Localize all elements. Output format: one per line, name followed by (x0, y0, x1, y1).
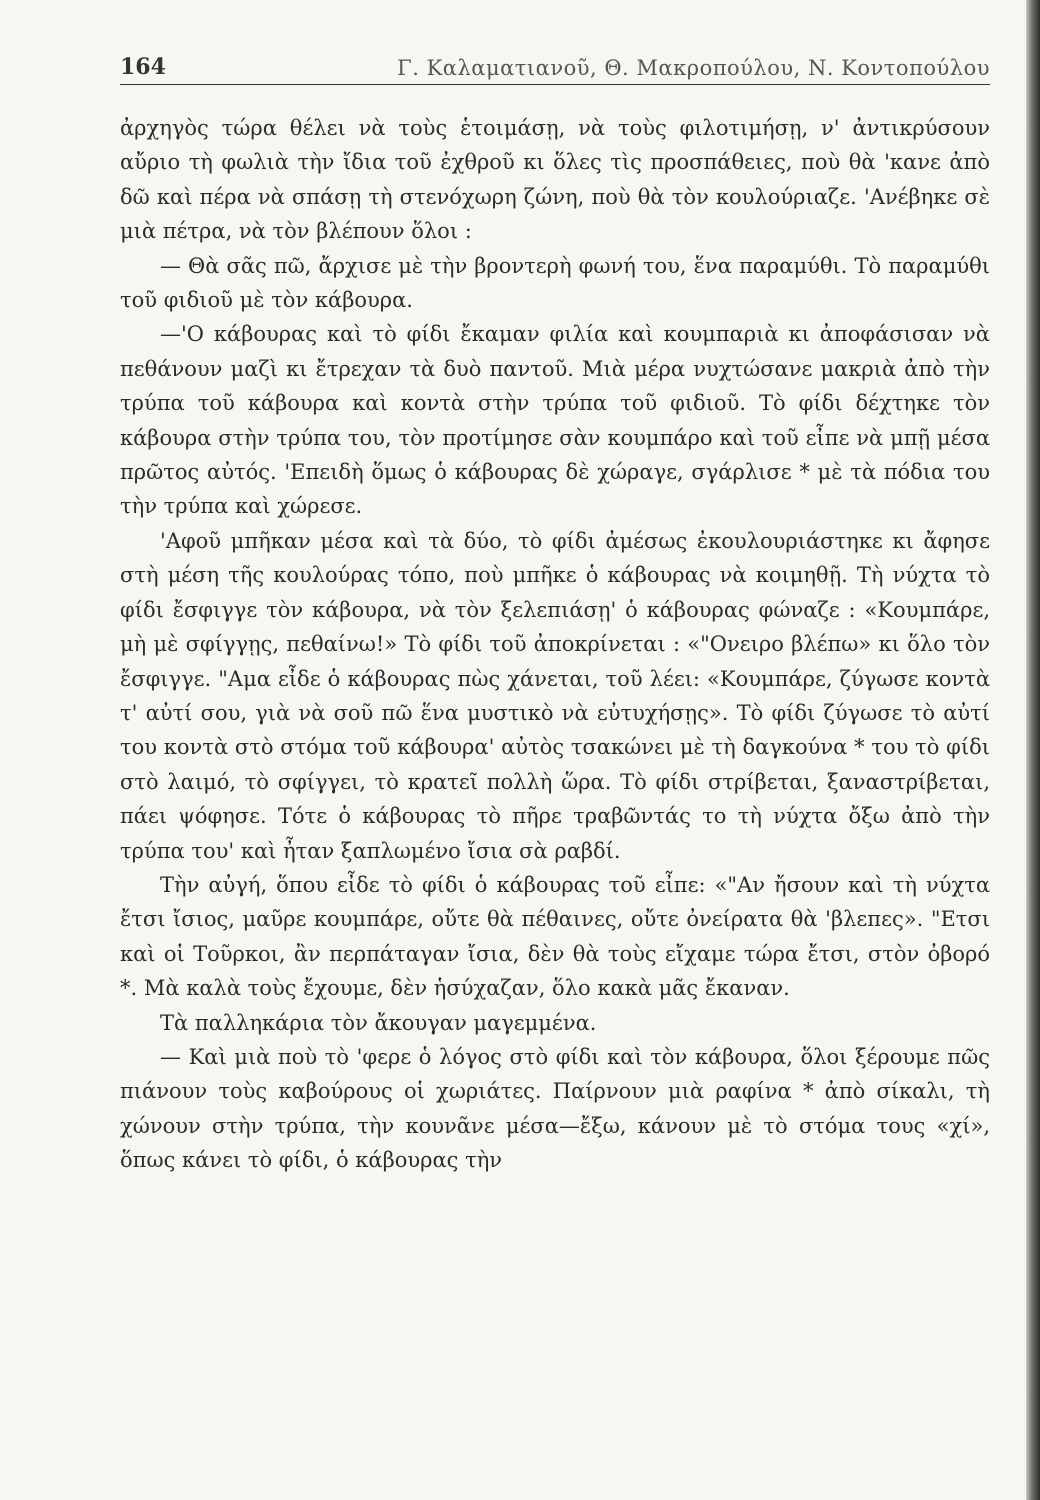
page-number: 164 (120, 54, 166, 80)
body-text (120, 111, 990, 1178)
scan-shadow-edge (1026, 0, 1040, 1500)
paragraph-3: —'Ο κάβουρας καὶ τὸ φίδι ἔκαμαν φιλία καὶ κουμπαριὰ κι ἀποφάσισαν νὰ πεθάνουν μαζὶ κι ἔτρεχαν τὰ δυὸ παντοῦ. Μιὰ μέρα νυχτώσανε μακριὰ ἀπὸ τὴν τρύπα τοῦ κάβουρα καὶ κοντὰ στὴν τρύπα τοῦ φιδιοῦ. Τὸ φίδι δέχτηκε τὸν κάβουρα στὴν τρύπα του, τὸν προτίμησε σὰν κουμπάρο καὶ τοῦ εἶπε νὰ μπῇ μέσα πρῶτος αὐτός. 'Επειδὴ ὅμως ὁ κάβουρας δὲ χώραγε, σγάρλισε * μὲ τὰ πόδια του τὴν τρύπα καὶ χώρεσε. (120, 322, 990, 519)
paragraph-4: 'Αφοῦ μπῆκαν μέσα καὶ τὰ δύο, τὸ φίδι ἀμέσως ἐκουλουριάστηκε κι ἄφησε στὴ μέση τῆς κουλούρας τόπο, ποὺ μπῆκε ὁ κάβουρας νὰ κοιμηθῇ. Τὴ νύχτα τὸ φίδι ἔσφιγγε τὸν κάβουρα, νὰ τὸν ξελεπιάσῃ' ὁ κάβουρας φώναζε : «Κουμπάρε, μὴ μὲ σφίγγῃς, πεθαίνω!» Τὸ φίδι τοῦ ἀποκρίνεται : «"Ονειρο βλέπω» κι ὅλο τὸν ἔσφιγγε. "Αμα εἶδε ὁ κάβουρας πὼς χάνεται, τοῦ λέει: «Κουμπάρε, ζύγωσε κοντὰ τ' αὐτί σου, γιὰ νὰ σοῦ πῶ ἕνα μυστικὸ νὰ εὐτυχήσῃς». Τὸ φίδι ζύγωσε τὸ αὐτί του κοντὰ στὸ στόμα τοῦ κάβουρα' αὐτὸς τσακώνει μὲ τὴ δαγκούνα * του τὸ φίδι στὸ λαιμό, τὸ σφίγγει, τὸ κρατεῖ πολλὴ ὥρα. Τὸ φίδι στρίβεται, ξαναστρίβεται, πάει ψόφησε. Τότε ὁ κάβουρας τὸ πῆρε τραβῶντάς το τὴ νύχτα ὄξω ἀπὸ τὴν τρύπα του' καὶ ἦταν ξαπλωμένο ἴσια σὰ ραβδί. (120, 528, 990, 863)
paragraph-7: — Καὶ μιὰ ποὺ τὸ 'φερε ὁ λόγος στὸ φίδι καὶ τὸν κάβουρα, ὅλοι ξέρουμε πῶς πιάνουν τοὺς καβούρους οἱ χωριάτες. Παίρνουν μιὰ ραφίνα * ἀπὸ σίκαλι, τὴ χώνουν στὴν τρύπα, τὴν κουνᾶνε μέσα—ἔξω, κάνουν μὲ τὸ στόμα τους «χί», ὅπως κάνει τὸ φίδι, ὁ κάβουρας τὴν (120, 1044, 990, 1173)
paragraph-1: ἀρχηγὸς τώρα θέλει νὰ τοὺς ἑτοιμάσῃ, νὰ τοὺς φιλοτιμήσῃ, ν' ἀντικρύσουν αὔριο τὴ φωλιὰ τὴν ἴδια τοῦ ἐχθροῦ κι ὅλες τὶς προσπάθειες, ποὺ θὰ 'κανε ἀπὸ δῶ καὶ πέρα νὰ σπάσῃ τὴ στενόχωρη ζώνη, ποὺ θὰ τὸν κουλούριαζε. 'Ανέβηκε σὲ μιὰ πέτρα, νὰ τὸν βλέπουν ὅλοι : (120, 116, 990, 244)
paragraph-5: Τὴν αὐγή, ὅπου εἶδε τὸ φίδι ὁ κάβουρας τοῦ εἶπε: «"Αν ἤσουν καὶ τὴ νύχτα ἔτσι ἴσιος, μαῦρε κουμπάρε, οὔτε θὰ πέθαινες, οὔτε ὀνείρατα θὰ 'βλεπες». "Ετσι καὶ οἱ Τοῦρκοι, ἂν περπάταγαν ἴσια, δὲν θὰ τοὺς εἴχαμε τώρα ἔτσι, στὸν ὀβορό *. Μὰ καλὰ τοὺς ἔχουμε, δὲν ἡσύχαζαν, ὅλο κακὰ μᾶς ἔκαναν. (120, 872, 990, 1001)
running-head-authors: Γ. Καλαματιανοῦ, Θ. Μακροπούλου, Ν. Κοντοπούλου (397, 56, 990, 80)
running-header (120, 40, 990, 85)
paragraph-2: — Θὰ σᾶς πῶ, ἄρχισε μὲ τὴν βροντερὴ φωνή του, ἕνα παραμύθι. Τὸ παραμύθι τοῦ φιδιοῦ μὲ τὸν κάβουρα. (120, 253, 990, 313)
paragraph-6: Τὰ παλληκάρια τὸν ἄκουγαν μαγεμμένα. (160, 1010, 597, 1035)
book-page (120, 40, 990, 1178)
